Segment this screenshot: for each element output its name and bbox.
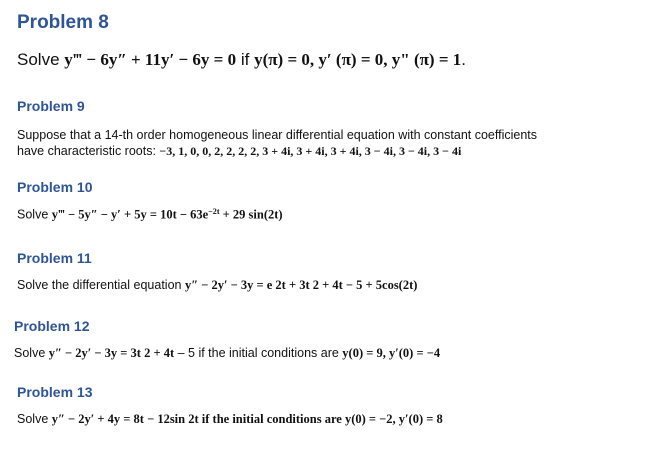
statement-text: . xyxy=(461,50,466,69)
equation: y‴ − 5y″ − y′ + 5y = 10t − 63e xyxy=(51,207,209,222)
initial-conditions: y(0) = 9, y′(0) = −4 xyxy=(342,346,441,360)
problem-8-statement xyxy=(17,50,466,70)
problem-13-statement xyxy=(17,412,443,427)
statement-text: – 5 if the initial conditions are xyxy=(174,346,343,360)
statement-text: Solve xyxy=(17,412,52,426)
problem-9-line-1: Suppose that a 14-th order homogeneous linear differential equation with constant coefficients xyxy=(17,128,538,142)
exponent: −2t xyxy=(208,207,220,216)
problem-11-statement xyxy=(17,278,417,293)
problem-11-title: Problem 11 xyxy=(17,250,92,266)
statement-text: Solve xyxy=(17,50,65,69)
statement-text: Solve xyxy=(17,207,52,222)
problem-13-title: Problem 13 xyxy=(17,384,93,400)
equation: y″ − 2y′ + 4y = 8t − 12sin 2t if the initial conditions are y(0) = −2, y′(0) = 8 xyxy=(51,412,443,426)
statement-text: if xyxy=(236,50,255,69)
problem-10-statement xyxy=(17,207,283,222)
statement-text: Solve xyxy=(14,346,49,360)
statement-text: have characteristic roots: xyxy=(17,144,160,158)
characteristic-roots: −3, 1, 0, 0, 2, 2, 2, 2, 3 + 4i, 3 + 4i, 3 + 4i, 3 − 4i, 3 − 4i, 3 − 4i xyxy=(159,144,462,158)
equation-tail: + 29 sin(2t) xyxy=(219,207,283,222)
initial-conditions: y(π) = 0, y′ (π) = 0, y" (π) = 1 xyxy=(254,50,462,69)
problem-12-title: Problem 12 xyxy=(14,318,90,334)
equation: y‴ − 6y″ + 11y′ − 6y = 0 xyxy=(64,50,237,69)
problem-9-line-2 xyxy=(17,144,461,159)
problem-9-title: Problem 9 xyxy=(17,98,85,114)
equation: y″ − 2y′ − 3y = 3t 2 + 4t xyxy=(48,346,175,360)
problem-10-title: Problem 10 xyxy=(17,179,93,195)
equation: y″ − 2y′ − 3y = e 2t + 3t 2 + 4t − 5 + 5cos(2t) xyxy=(184,278,418,292)
problem-8-title: Problem 8 xyxy=(17,12,109,33)
statement-text: Solve the differential equation xyxy=(17,278,185,292)
problem-12-statement xyxy=(14,346,440,361)
